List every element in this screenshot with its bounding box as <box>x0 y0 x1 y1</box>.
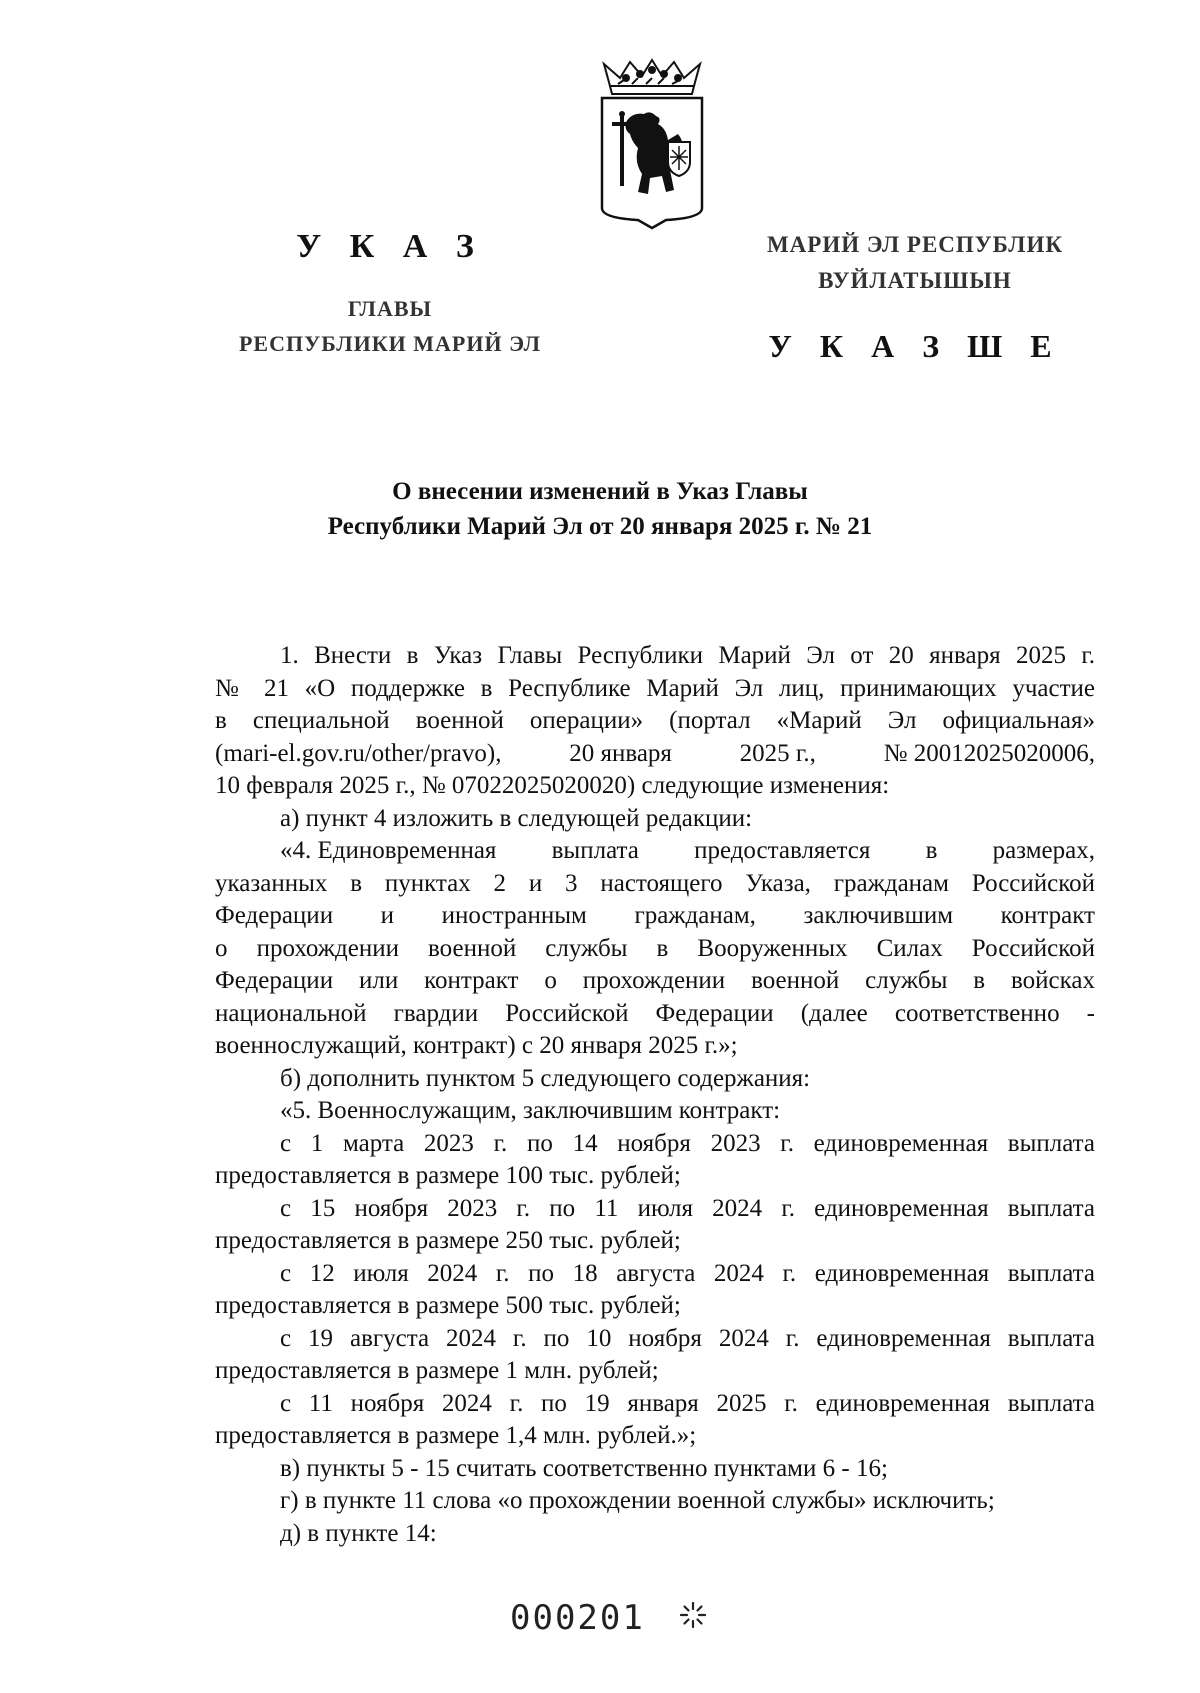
body-line: с 11 ноября 2024 г. по 19 января 2025 г. единовременная выплата <box>280 1389 1095 1417</box>
body-line: предоставляется в размере 500 тыс. рублей; <box>215 1292 681 1319</box>
body-line: с 15 ноября 2023 г. по 11 июля 2024 г. единовременная выплата <box>280 1194 1095 1222</box>
body-line: в) пункты 5 - 15 считать соответственно пунктами 6 - 16; <box>280 1454 888 1482</box>
body-line: Федерации или контракт о прохождении военной службы в войсках <box>215 967 1095 994</box>
body-word: предоставляется <box>694 837 871 864</box>
decree-title: У К А З <box>296 228 484 265</box>
body-word: 2025 г., <box>739 739 816 767</box>
body-word: (mari-el.gov.ru/other/pravo), <box>215 739 502 767</box>
body-line: а) пункт 4 изложить в следующей редакции: <box>280 804 753 832</box>
body-line: предоставляется в размере 250 тыс. рублей; <box>215 1227 681 1254</box>
body-word: «4. Единовременная <box>280 837 497 864</box>
document-title <box>200 474 1000 544</box>
coat-of-arms-emblem <box>596 58 708 230</box>
body-line: д) в пункте 14: <box>280 1519 437 1547</box>
body-line: о прохождении военной службы в Вооруженных Силах Российской <box>215 934 1095 962</box>
body-line: «5. Военнослужащим, заключившим контракт: <box>280 1097 781 1124</box>
body-word: гражданам, <box>634 902 756 929</box>
mari-authority-line1: МАРИЙ ЭЛ РЕСПУБЛИК <box>766 232 1064 257</box>
body-line: указанных в пунктах 2 и 3 настоящего Указа, гражданам Российской <box>215 869 1095 897</box>
body-word: 20 января <box>569 739 672 767</box>
body-word: Федерации <box>215 902 334 929</box>
body-line: с 12 июля 2024 г. по 18 августа 2024 г. единовременная выплата <box>280 1259 1095 1287</box>
body-line: б) дополнить пунктом 5 следующего содержания: <box>280 1064 811 1092</box>
body-line: предоставляется в размере 100 тыс. рублей; <box>215 1162 681 1189</box>
body-word: контракт <box>1000 902 1095 929</box>
body-word: иностранным <box>441 902 587 929</box>
body-line: № 21 «О поддержке в Республике Марий Эл лиц, принимающих участие <box>215 674 1095 702</box>
body-line: с 1 марта 2023 г. по 14 ноября 2023 г. единовременная выплата <box>280 1129 1095 1157</box>
body-word: размерах, <box>992 837 1095 864</box>
body-word: выплата <box>551 837 639 864</box>
body-line: в специальной военной операции» (портал «Марий Эл официальная» <box>215 707 1095 734</box>
body-word: в <box>925 837 938 864</box>
document-title-line2: Республики Марий Эл от 20 января 2025 г. № 21 <box>327 513 873 540</box>
body-line: предоставляется в размере 1,4 млн. рублей.»; <box>215 1422 697 1449</box>
decree-authority-line1: ГЛАВЫ <box>347 296 433 321</box>
serial-number: 000201 <box>510 1598 645 1638</box>
decree-authority-line2: РЕСПУБЛИКИ МАРИЙ ЭЛ <box>238 331 542 356</box>
body-line: национальной гвардии Российской Федерации (далее соответственно - <box>215 999 1095 1027</box>
body-word: и <box>380 902 395 929</box>
body-line: 1. Внести в Указ Главы Республики Марий Эл от 20 января 2025 г. <box>280 642 1095 669</box>
document-title-line1: О внесении изменений в Указ Главы <box>392 478 808 505</box>
document-body <box>215 640 1095 1550</box>
body-line <box>215 738 1095 771</box>
body-line: военнослужащий, контракт) с 20 января 2025 г.»; <box>215 1032 738 1059</box>
body-line <box>215 835 1095 868</box>
mari-authority-line2: ВУЙЛАТЫШЫН <box>818 268 1012 293</box>
body-line: предоставляется в размере 1 млн. рублей; <box>215 1357 659 1384</box>
security-mark-icon <box>678 1600 708 1630</box>
body-line <box>215 900 1095 933</box>
body-line: 10 февраля 2025 г., № 07022025020020) следующие изменения: <box>215 772 890 799</box>
mari-decree-title: У К А З Ш Е <box>768 328 1062 364</box>
body-line: с 19 августа 2024 г. по 10 ноября 2024 г. единовременная выплата <box>280 1324 1095 1352</box>
body-line: г) в пункте 11 слова «о прохождении военной службы» исключить; <box>280 1487 995 1514</box>
crown-icon <box>604 60 700 94</box>
body-word: заключившим <box>803 902 954 929</box>
body-word: № 20012025020006, <box>883 739 1095 767</box>
